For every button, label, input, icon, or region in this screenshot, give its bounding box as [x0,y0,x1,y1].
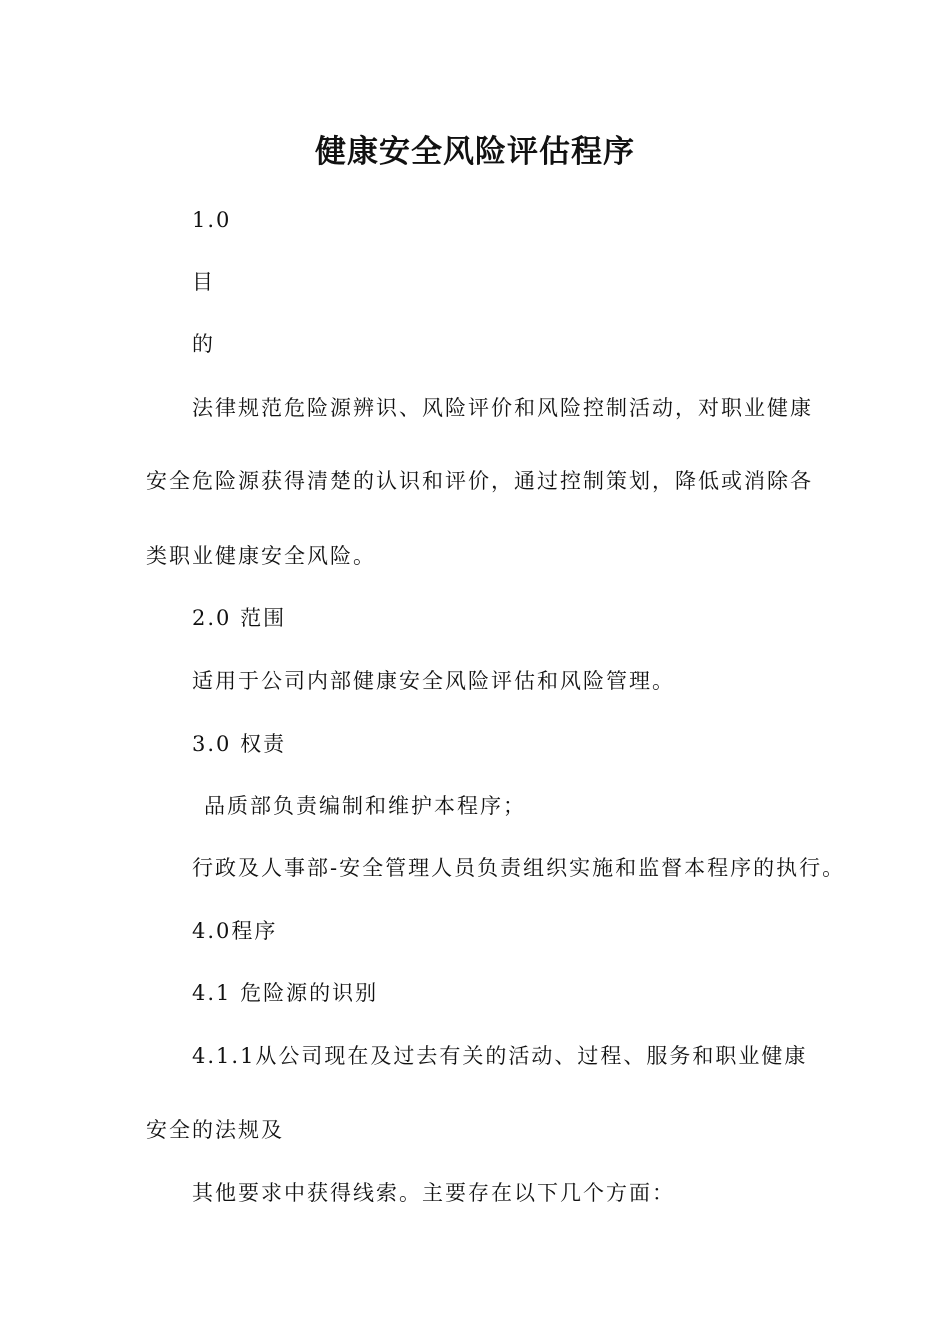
section-heading-char-2: 的 [192,332,215,356]
section-heading-procedure: 4.0程序 [192,919,278,943]
section-heading-responsibility: 3.0 权责 [192,732,287,756]
paragraph-line: 安全危险源获得清楚的认识和评价，通过控制策划，降低或消除各 [146,469,813,493]
subsection-heading: 4.1 危险源的识别 [192,981,379,1005]
paragraph-line: 其他要求中获得线索。主要存在以下几个方面： [192,1181,675,1205]
paragraph-line: 品质部负责编制和维护本程序； [204,794,526,818]
section-heading-char-1: 目 [192,270,215,294]
paragraph-line: 安全的法规及 [146,1118,284,1142]
section-heading-scope: 2.0 范围 [192,606,287,630]
paragraph-line: 法律规范危险源辨识、风险评价和风险控制活动，对职业健康 [192,396,813,420]
paragraph-line: 4.1.1从公司现在及过去有关的活动、过程、服务和职业健康 [192,1044,808,1068]
paragraph-line: 类职业健康安全风险。 [146,544,376,568]
section-number-1: 1.0 [192,208,232,232]
paragraph-line: 适用于公司内部健康安全风险评估和风险管理。 [192,669,675,693]
document-title: 健康安全风险评估程序 [315,134,635,170]
paragraph-line: 行政及人事部-安全管理人员负责组织实施和监督本程序的执行。 [192,856,846,880]
